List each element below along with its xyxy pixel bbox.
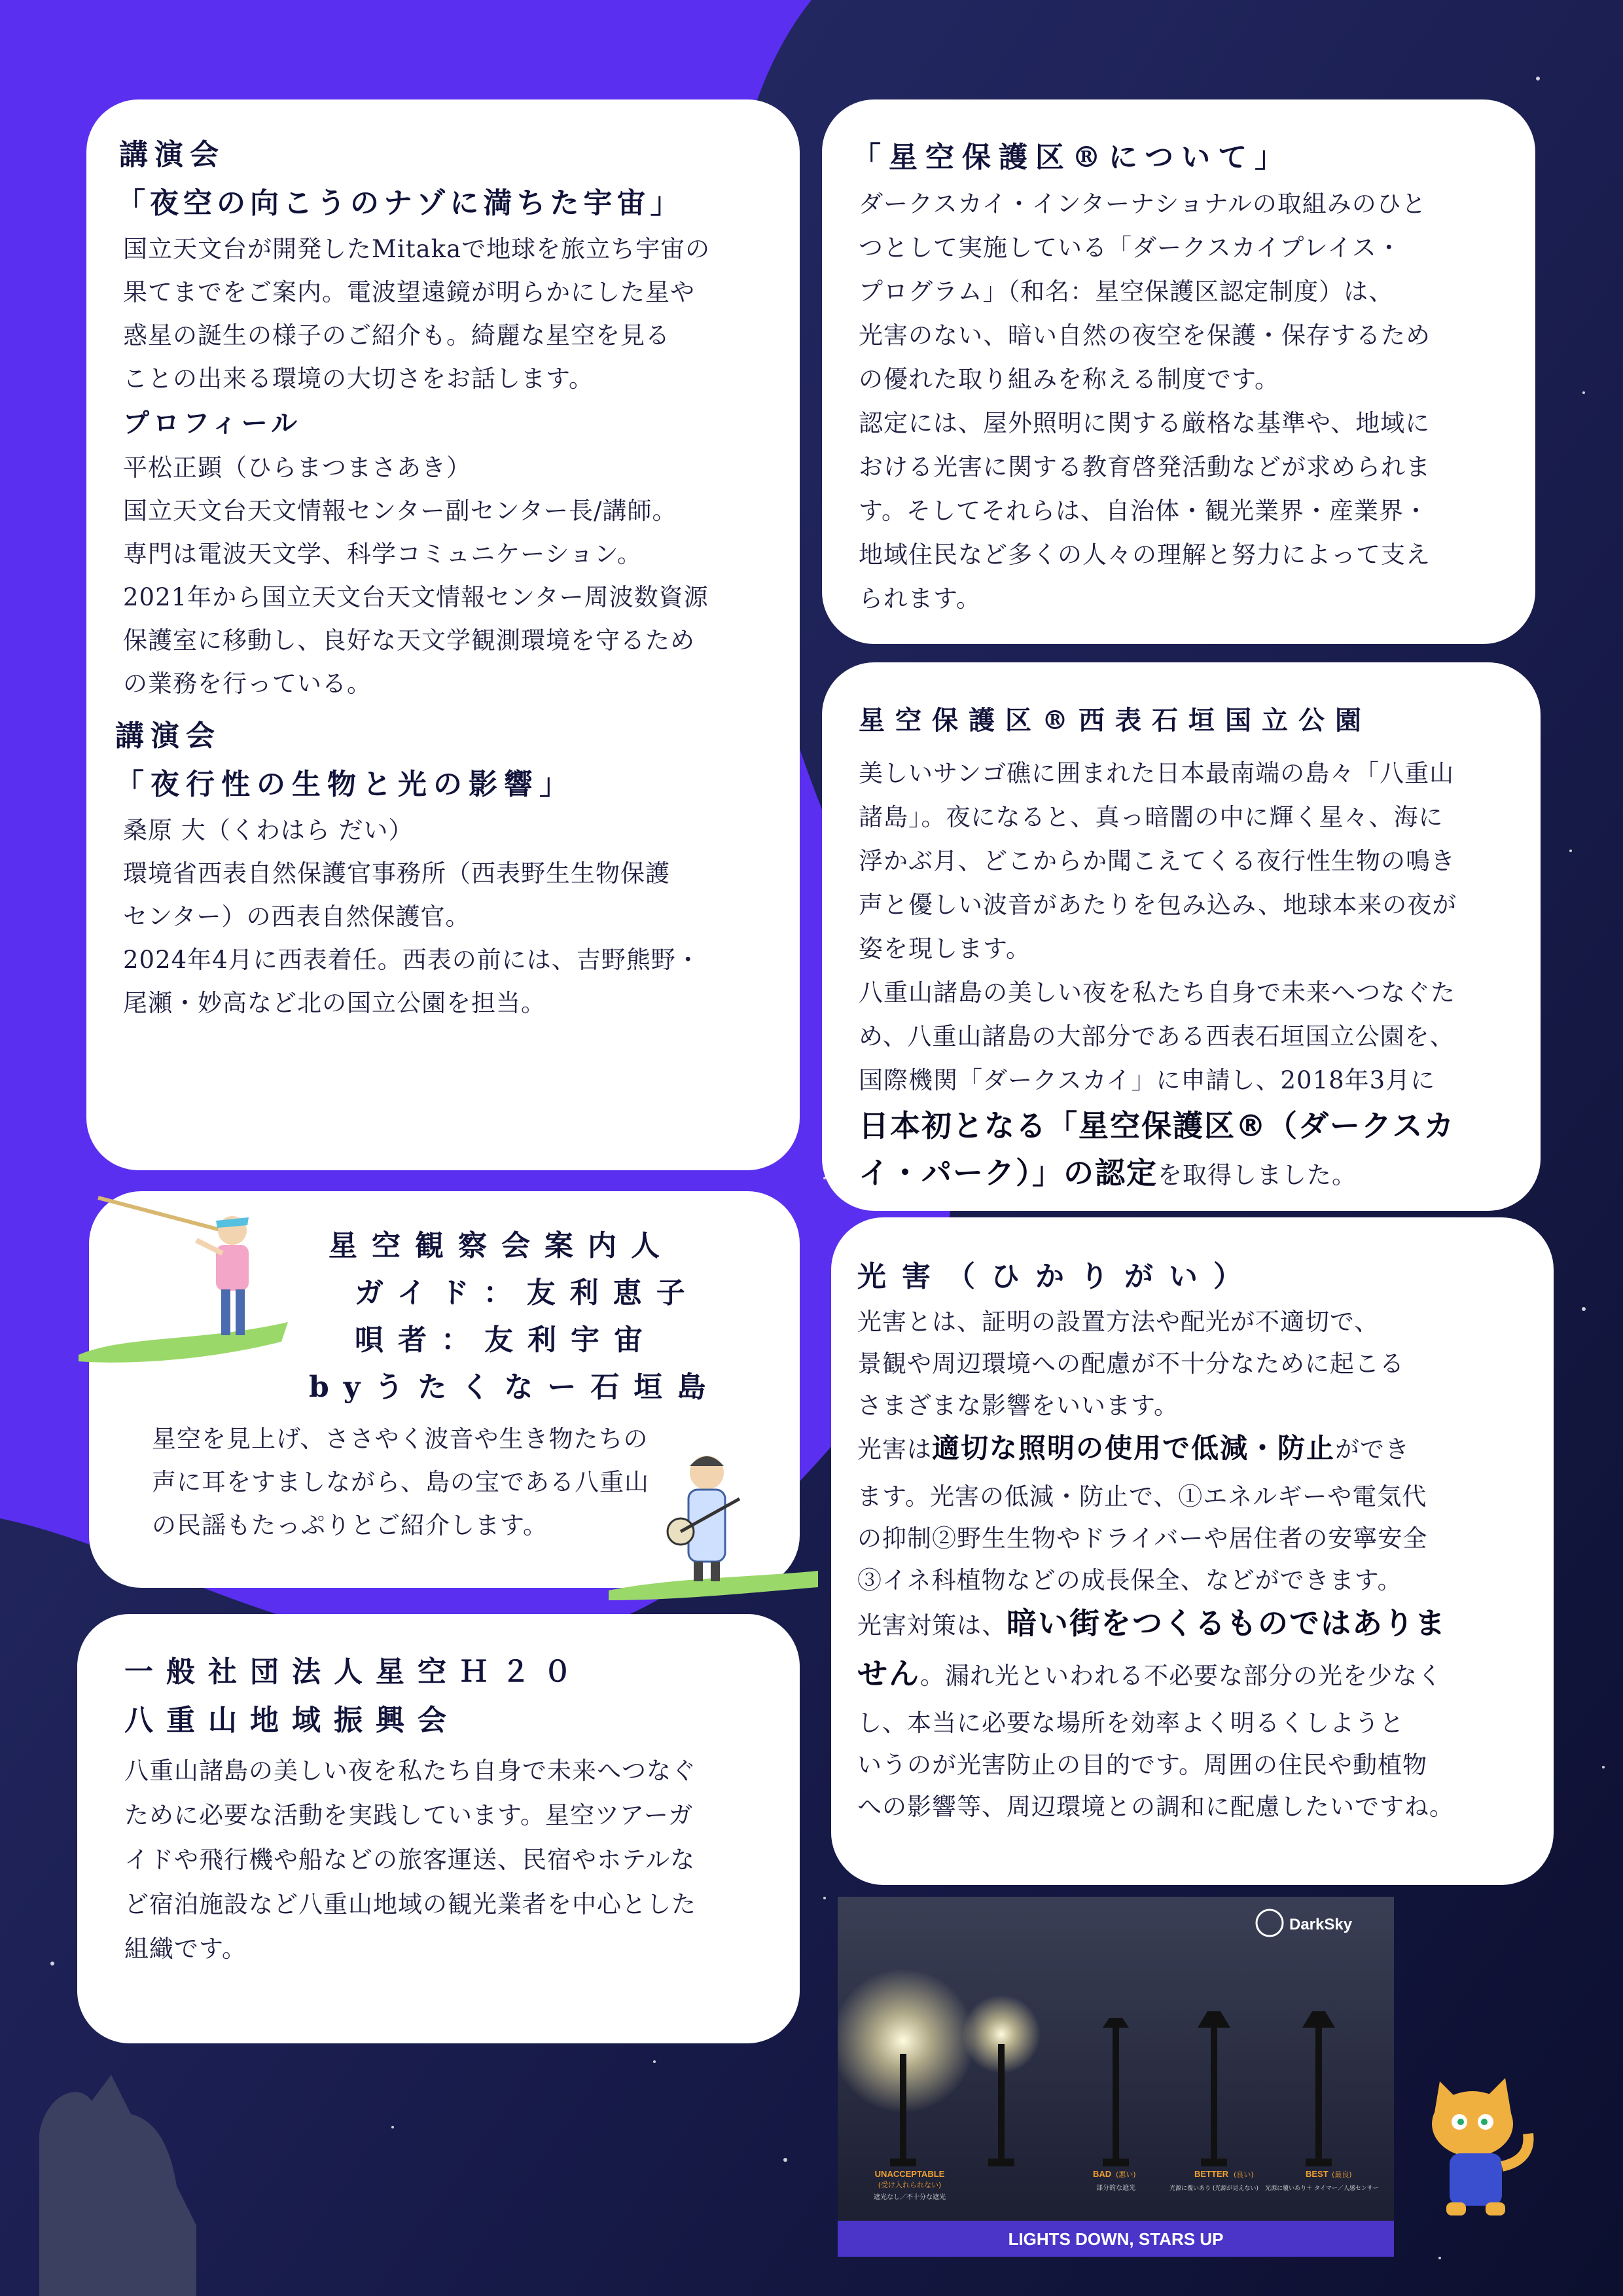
pollution-emphasis-1: 適切な照明の使用で低減・防止: [932, 1432, 1336, 1464]
pollution-body-1: 光害とは、証明の設置方法や配光が不適切で、 景観や周辺環境への配慮が不十分なために起こる さまざまな影響をいいます。: [857, 1308, 1404, 1420]
poster-slogan: LIGHTS DOWN, STARS UP: [1008, 2229, 1224, 2249]
reserve-body: ダークスカイ・インターナショナルの取組みのひと つとして実施している「ダークスカイプレイス・ プログラム」（和名：星空保護区認定制度）は、 光害のない、暗い自然の夜空を保護・保存するため の優れた取り組みを称える制度です。 認定には、屋外照明に関する厳格な基準や、地域に おける光害に関する教育啓発活動などが求められま す。そしてそれらは、自治体・観光業界・産業界・ 地域住民など多くの人々の理解と努力によって支え られます。: [859, 190, 1431, 613]
lecture1-body: 国立天文台が開発したMitakaで地球を旅立ち宇宙の 果てまでをご案内。電波望遠鏡が明らかにした星や 惑星の誕生の様子のご紹介も。綺麗な星空を見る ことの出来る環境の大切さをお話します。: [123, 235, 711, 393]
cat-mascot-illustration: [1420, 2062, 1544, 2225]
lecture2-heading: 講演会: [115, 719, 221, 753]
label-bad: BAD: [1093, 2169, 1112, 2179]
stargazer-illustration: [72, 1172, 308, 1368]
pollution-body-2: ます。光害の低減・防止で、①エネルギーや電気代 の抑制②野生生物やドライバーや居住者の安寧安全 ③イネ科植物などの成長保全、などができます。: [857, 1482, 1428, 1594]
pollution-line-9: せん。漏れ光といわれる不必要な部分の光を少なく: [857, 1656, 1442, 1691]
org-body: 八重山諸島の美しい夜を私たち自身で未来へつなぐ ために必要な活動を実践しています。星空ツアーガ イドや飛行機や船などの旅客運送、民宿やホテルな ど宿泊施設など八重山地域の観光業者を中心とした 組織です。: [124, 1757, 696, 1963]
org-card: [77, 1614, 800, 2043]
svg-text:部分的な遮光: 部分的な遮光: [1096, 2185, 1135, 2192]
svg-text:(受け入れられない): (受け入れられない): [878, 2181, 942, 2189]
profile-label: プロフィール: [123, 408, 301, 439]
guide-line-3: byうたくなー石垣島: [309, 1371, 721, 1404]
svg-text:(最良): (最良): [1332, 2170, 1352, 2179]
singer-illustration: [609, 1446, 818, 1604]
park-emphasis-2: イ・パーク）」の認定: [859, 1155, 1158, 1191]
park-emphasis-1: 日本初となる「星空保護区®（ダークスカ: [859, 1108, 1455, 1143]
park-emphasis-line-2: [859, 1149, 1504, 1204]
profile-body: 平松正顕（ひらまつまさあき） 国立天文台天文情報センター副センター長/講師。 専門は電波天文学、科学コミュニケーション。 2021年から国立天文台天文情報センター周波数資源 保護室に移動し、良好な天文学観測環境を守るため の業務を行っている。: [123, 454, 709, 698]
park-tail: を取得しました。: [1158, 1161, 1357, 1189]
guide-body: 星空を見上げ、ささやく波音や生き物たちの 声に耳をすましながら、島の宝である八重山 の民謡もたっぷりとご紹介します。: [152, 1425, 649, 1539]
pollution-card: [831, 1217, 1554, 1885]
svg-text:(悪い): (悪い): [1116, 2170, 1136, 2179]
label-better: BETTER: [1194, 2169, 1228, 2179]
lecture2-body: 桑原 大（くわはら だい） 環境省西表自然保護官事務所（西表野生生物保護 センター）の西表自然保護官。 2024年4月に西表着任。西表の前には、吉野熊野・ 尾瀬・妙高など北の国立公園を担当。: [123, 816, 701, 1017]
pollution-title: 光害（ひかりがい）: [857, 1260, 1258, 1293]
park-card: [822, 662, 1541, 1211]
park-title: 星空保護区®西表石垣国立公園: [859, 705, 1372, 736]
org-title-2: 八重山地域振興会: [124, 1704, 459, 1737]
pollution-emphasis-2: 暗い街をつくるものではありま: [1007, 1605, 1446, 1641]
label-best: BEST: [1306, 2169, 1329, 2179]
darksky-poster: [838, 1897, 1394, 2257]
svg-text:遮光なし／不十分な遮光: 遮光なし／不十分な遮光: [874, 2194, 946, 2201]
pollution-emphasis-3: せん: [857, 1656, 920, 1691]
park-body: 美しいサンゴ礁に囲まれた日本最南端の島々「八重山 諸島」。夜になると、真っ暗闇の中に輝く星々、海に 浮かぶ月、どこからか聞こえてくる夜行性生物の鳴き 声と優しい波音があたりを包み込み、地球本来の夜が 姿を現します。 八重山諸島の美しい夜を私たち自身で未来へつなぐた め、八重山諸島の大部分である西表石垣国立公園を、 国際機関「ダークスカイ」に申請し、2018年3月に: [859, 759, 1457, 1094]
lecture1-heading: 講演会: [119, 138, 225, 171]
reserve-card: [822, 99, 1535, 644]
guide-line-1: ガイド：友利恵子: [355, 1276, 700, 1310]
lecture1-title: 「夜空の向こうのナゾに満ちた宇宙」: [116, 187, 684, 220]
reserve-title: 「星空保護区®について」: [852, 141, 1292, 174]
guide-line-2: 唄者：友利宇宙: [355, 1323, 657, 1357]
org-title-1: 一般社団法人星空Ｈ２０: [124, 1655, 585, 1689]
svg-text:光源に覆いあり (光源が見えない): 光源に覆いあり (光源が見えない): [1169, 2185, 1258, 2192]
pollution-line-8: 光害対策は、暗い街をつくるものではありま: [857, 1605, 1446, 1641]
lecture-card: [86, 99, 800, 1170]
svg-text:光源に覆いあり＋ タイマー／人感センサー: 光源に覆いあり＋ タイマー／人感センサー: [1265, 2185, 1379, 2192]
pollution-line-4: 光害は適切な照明の使用で低減・防止ができ: [857, 1432, 1410, 1464]
guide-title: 星空観察会案内人: [329, 1229, 674, 1263]
svg-text:(良い): (良い): [1234, 2170, 1254, 2179]
lecture2-title: 「夜行性の生物と光の影響」: [115, 768, 575, 801]
pollution-body-3: し、本当に必要な場所を効率よく明るくしようと いうのが光害防止の目的です。周囲の住民や動植物 への影響等、周辺環境との調和に配慮したいですね。: [857, 1709, 1454, 1821]
label-unacceptable: UNACCEPTABLE: [874, 2169, 945, 2179]
darksky-brand: DarkSky: [1289, 1916, 1353, 1933]
